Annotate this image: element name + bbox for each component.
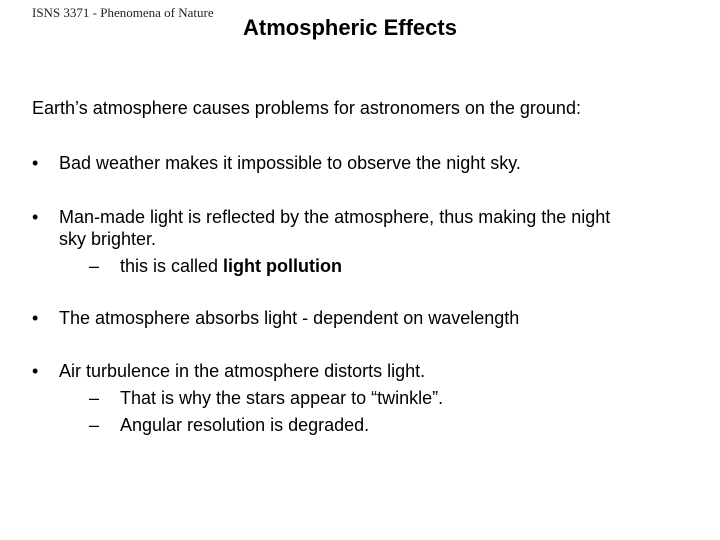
slide-title: Atmospheric Effects bbox=[243, 15, 457, 40]
bullet-item bbox=[32, 206, 699, 277]
sub-bullet-dash: – bbox=[89, 388, 100, 408]
sub-bullet-text: That is why the stars appear to “twinkle”. bbox=[120, 388, 444, 408]
bullet-text-line: Man-made light is reflected by the atmosphere, thus making the night bbox=[59, 207, 611, 227]
sub-bullet-text: Angular resolution is degraded. bbox=[120, 415, 370, 435]
sub-bullet-text: this is called bbox=[120, 256, 224, 276]
bullet-item bbox=[32, 360, 699, 436]
bullet-dot: • bbox=[32, 361, 39, 381]
bullet-text: Air turbulence in the atmosphere distorts light. bbox=[59, 361, 426, 381]
bullet-text-line: sky brighter. bbox=[59, 229, 157, 249]
course-label: ISNS 3371 - Phenomena of Nature bbox=[32, 5, 214, 20]
bullet-dot: • bbox=[32, 207, 39, 227]
bullet-dot: • bbox=[32, 308, 39, 328]
sub-bullet bbox=[89, 414, 699, 436]
sub-bullet-bold-text: light pollution bbox=[223, 256, 343, 276]
bullet-item bbox=[32, 307, 699, 329]
bullet-text: Bad weather makes it impossible to observe the night sky. bbox=[59, 153, 521, 173]
sub-bullet-dash: – bbox=[89, 415, 100, 435]
sub-bullet bbox=[89, 387, 699, 409]
bullet-text: The atmosphere absorbs light - dependent on wavelength bbox=[59, 308, 520, 328]
sub-bullet-dash: – bbox=[89, 256, 100, 276]
bullet-dot: • bbox=[32, 153, 39, 173]
intro-text: Earth’s atmosphere causes problems for astronomers on the ground: bbox=[32, 98, 581, 118]
sub-bullet bbox=[89, 255, 699, 277]
bullet-item bbox=[32, 152, 699, 174]
